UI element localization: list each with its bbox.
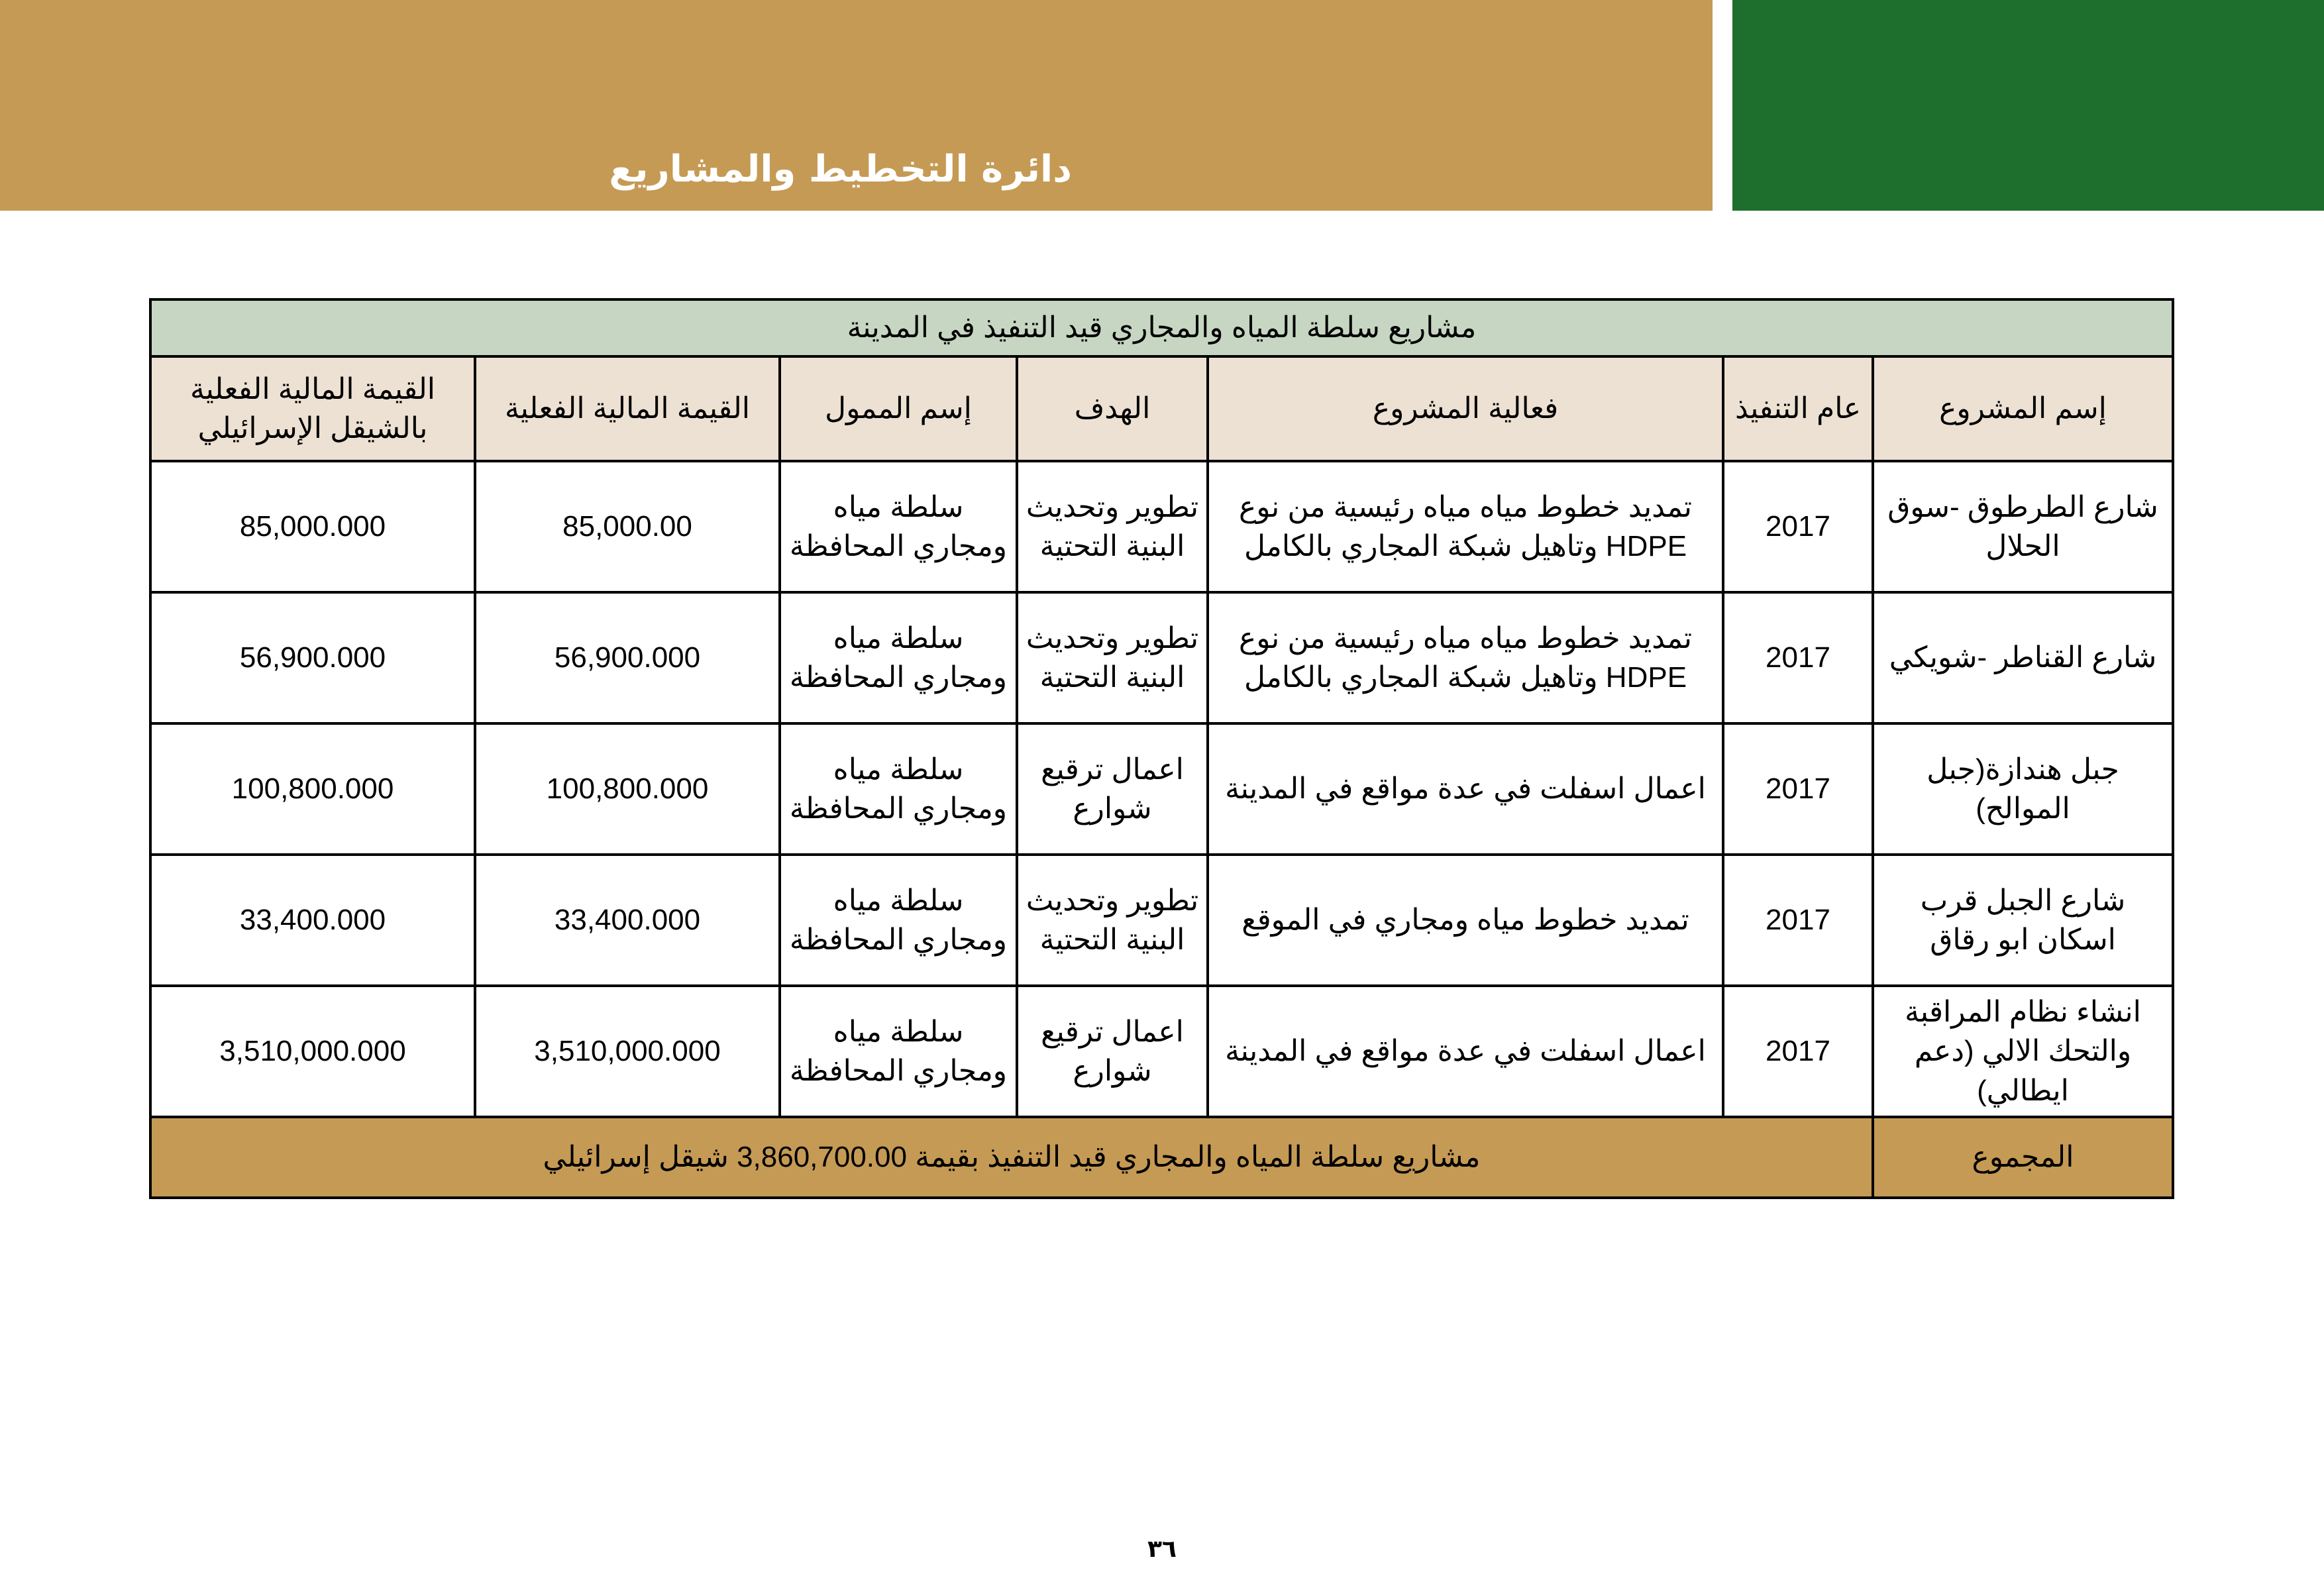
cell-year: 2017: [1723, 986, 1873, 1117]
column-header-activity: فعالية المشروع: [1208, 356, 1723, 461]
cell-goal: اعمال ترقيع شوارع: [1017, 723, 1208, 855]
cell-activity: تمديد خطوط مياه مياه رئيسية من نوع HDPE وتاهيل شبكة المجاري بالكامل: [1208, 461, 1723, 592]
cell-value-ils: 33,400.000: [150, 855, 475, 986]
cell-value-ils: 85,000.000: [150, 461, 475, 592]
cell-funder: سلطة مياه ومجاري المحافظة: [780, 855, 1017, 986]
cell-activity: تمديد خطوط مياه مياه رئيسية من نوع HDPE وتاهيل شبكة المجاري بالكامل: [1208, 592, 1723, 723]
column-header-year: عام التنفيذ: [1723, 356, 1873, 461]
header-gold-band: [0, 0, 1713, 211]
cell-project-name: شارع الطرطوق -سوق الحلال: [1873, 461, 2173, 592]
table-row: [150, 461, 2173, 592]
cell-year: 2017: [1723, 461, 1873, 592]
cell-goal: تطوير وتحديث البنية التحتية: [1017, 461, 1208, 592]
cell-project-name: انشاء نظام المراقبة والتحك الالي (دعم ايطالي): [1873, 986, 2173, 1117]
header-green-band: [1732, 0, 2324, 211]
table-total-row: [150, 1117, 2173, 1198]
cell-funder: سلطة مياه ومجاري المحافظة: [780, 986, 1017, 1117]
cell-goal: اعمال ترقيع شوارع: [1017, 986, 1208, 1117]
cell-activity: اعمال اسفلت في عدة مواقع في المدينة: [1208, 723, 1723, 855]
cell-activity: تمديد خطوط مياه ومجاري في الموقع: [1208, 855, 1723, 986]
total-label: المجموع: [1873, 1117, 2173, 1198]
table-row: [150, 723, 2173, 855]
cell-year: 2017: [1723, 723, 1873, 855]
cell-project-name: جبل هندازة(جبل الموالح): [1873, 723, 2173, 855]
cell-project-name: شارع القناطر -شويكي: [1873, 592, 2173, 723]
table-header-row: [150, 356, 2173, 461]
cell-goal: تطوير وتحديث البنية التحتية: [1017, 592, 1208, 723]
cell-value-ils: 100,800.000: [150, 723, 475, 855]
table-row: [150, 855, 2173, 986]
projects-table: [149, 298, 2174, 1199]
cell-year: 2017: [1723, 855, 1873, 986]
table-title-row: [150, 299, 2173, 356]
cell-value-ils: 3,510,000.000: [150, 986, 475, 1117]
cell-actual-value: 56,900.000: [475, 592, 780, 723]
table-row: [150, 986, 2173, 1117]
cell-year: 2017: [1723, 592, 1873, 723]
table-row: [150, 592, 2173, 723]
cell-actual-value: 3,510,000.000: [475, 986, 780, 1117]
total-summary: مشاريع سلطة المياه والمجاري قيد التنفيذ بقيمة 3,860,700.00 شيقل إسرائيلي: [150, 1117, 1873, 1198]
cell-actual-value: 85,000.00: [475, 461, 780, 592]
cell-value-ils: 56,900.000: [150, 592, 475, 723]
cell-funder: سلطة مياه ومجاري المحافظة: [780, 461, 1017, 592]
cell-activity: اعمال اسفلت في عدة مواقع في المدينة: [1208, 986, 1723, 1117]
cell-actual-value: 33,400.000: [475, 855, 780, 986]
cell-funder: سلطة مياه ومجاري المحافظة: [780, 592, 1017, 723]
cell-actual-value: 100,800.000: [475, 723, 780, 855]
column-header-goal: الهدف: [1017, 356, 1208, 461]
column-header-project-name: إسم المشروع: [1873, 356, 2173, 461]
table-title: مشاريع سلطة المياه والمجاري قيد التنفيذ في المدينة: [150, 299, 2173, 356]
column-header-value-ils: القيمة المالية الفعلية بالشيقل الإسرائيلي: [150, 356, 475, 461]
column-header-actual-value: القيمة المالية الفعلية: [475, 356, 780, 461]
cell-goal: تطوير وتحديث البنية التحتية: [1017, 855, 1208, 986]
cell-project-name: شارع الجبل قرب اسكان ابو رقاق: [1873, 855, 2173, 986]
department-title: دائرة التخطيط والمشاريع: [609, 148, 1072, 191]
column-header-funder: إسم الممول: [780, 356, 1017, 461]
cell-funder: سلطة مياه ومجاري المحافظة: [780, 723, 1017, 855]
page-number: ٣٦: [1147, 1536, 1177, 1563]
